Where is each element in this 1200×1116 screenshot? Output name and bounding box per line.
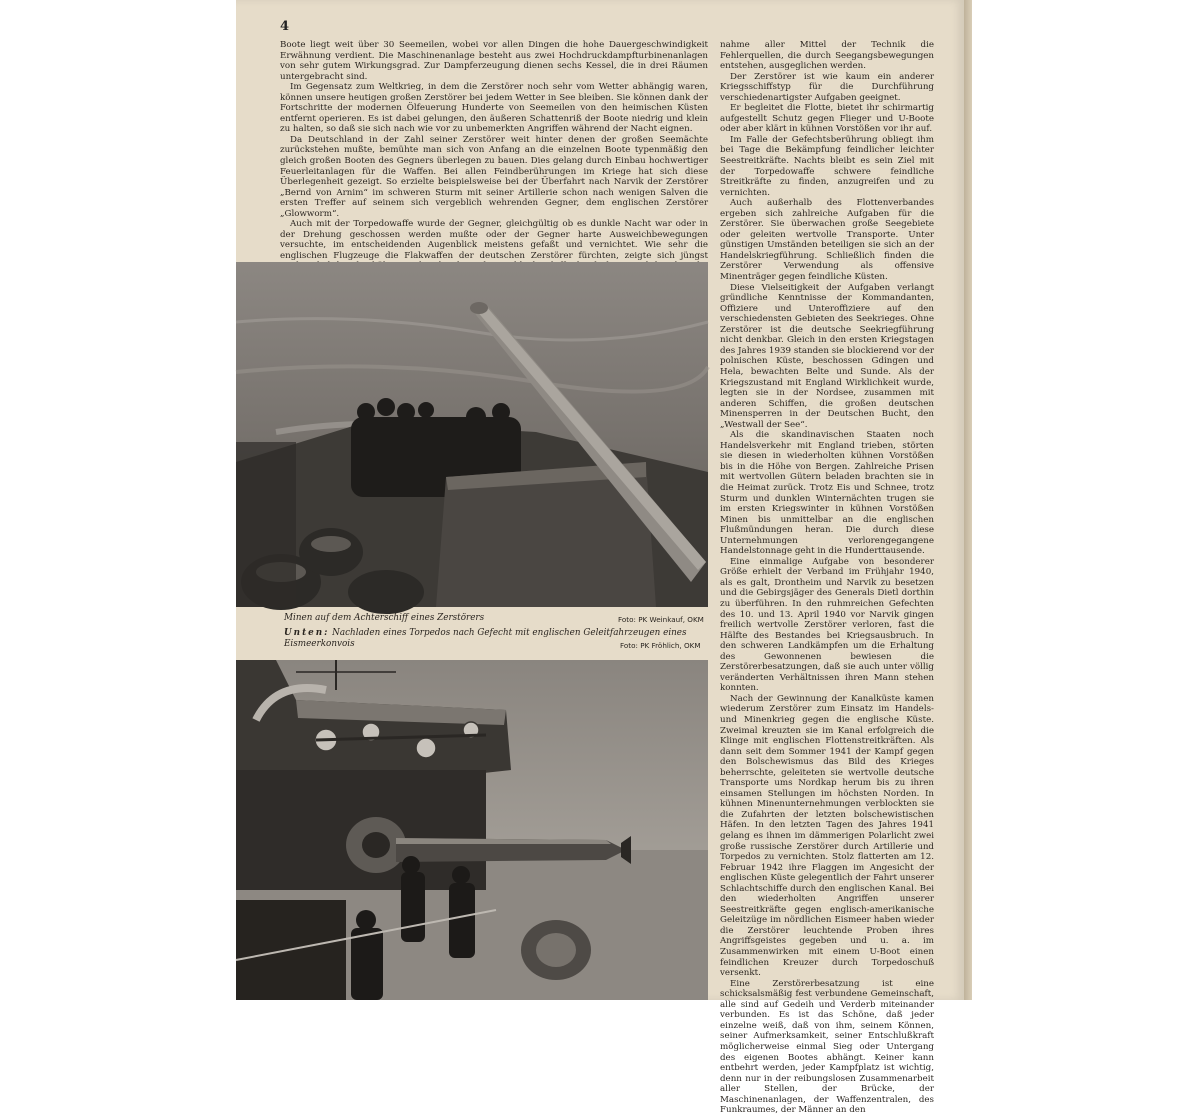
article-paragraph: Eine Zerstörerbesatzung ist eine schicksalsmäßig fest verbundene Gemeinschaft, alle sind auf Gedeih und Verderb miteinander verbunden. Es ist das Schöne, daß jeder einzelne weiß, daß von ihm, seinem Können, seiner Aufmerksamkeit, seiner Entschlußkraft möglicherweise einmal Sieg oder Untergang des eigenen Bootes abhängt. Keiner kann entbehrt werden, jeder Kampfplatz ist wichtig, denn nur in der reibungslosen Zusammenarbeit aller Stellen, der Brücke, der Maschinenanlagen, der Waffenzentralen, des Funkraumes, der Männer an den bbox=[720, 978, 934, 1116]
photo-bottom-caption-lead: Unten: bbox=[284, 628, 330, 638]
page-number: 4 bbox=[280, 19, 290, 34]
article-paragraph: Auch mit der Torpedowaffe wurde der Gegner, gleichgültig ob es dunkle Nacht war oder in der Drehung geschossen werden mußte oder der Gegner harte Ausweichbewegungen versuchte, im entscheidenden Augenblick meistens gefaßt und vernichtet. Wie sehr die englischen Flugzeuge die Flakwaffen der deutschen Zerstörer fürchten, zeigte sich jüngst bbox=[280, 219, 708, 261]
photo-bottom-caption-text: Nachladen eines Torpedos nach Gefecht mit englischen Geleitfahrzeugen eines Eismeerkonvois bbox=[284, 628, 687, 649]
article-paragraph: Eine einmalige Aufgabe von besonderer Größe erhielt der Verband im Frühjahr 1940, als es galt, Drontheim und Narvik zu besetzen und die Gebirgsjäger des Generals Dietl dorthin zu überführen. In den ruhmreichen Gefechten des 10. und 13. April 1940 vor Narvik gingen freilich wertvolle Zerstörer verloren, fast die Hälfte des Bestandes bei Kriegsausbruch. In den schweren Landkämpfen um die Erhaltung des Gewonnenen bewiesen die Zerstörerbesatzungen, daß sie auch unter völlig veränderten Verhältnissen ihren Mann stehen konnten. bbox=[720, 556, 934, 694]
article-paragraph: Auch außerhalb des Flottenverbandes ergeben sich zahlreiche Aufgaben für die Zerstörer. Sie überwachen große Seegebiete oder geleiten wertvolle Transporte. Unter günstigen Umständen beteiligen sie sich an der Handelskriegführung. Schließlich finden die Zerstörer Verwendung als offensive Minenträger gegen feindliche Küsten. bbox=[720, 198, 934, 283]
article-paragraph: Der Zerstörer ist wie kaum ein anderer Kriegsschiffstyp für die Durchführung verschiedenartigster Aufgaben geeignet. bbox=[720, 71, 934, 103]
article-paragraph: Im Gegensatz zum Weltkrieg, in dem die Zerstörer noch sehr vom Wetter abhängig waren, können unsere heutigen großen Zerstörer bei jedem Wetter in See bleiben. Sie können dank der Fortschritte der modernen Ölfeuerung Hunderte von Seemeilen von den heimischen Küsten entfernt operieren. Es ist dabei gelungen, den äußeren Schattenriß der Boote niedrig und klein zu halten, so daß sie sich nach wie vor zu unbemerkten Angriffen während der Nacht eignen. bbox=[280, 82, 708, 135]
photo-mines-image bbox=[236, 262, 708, 607]
article-paragraph: nahme aller Mittel der Technik die Fehlerquellen, die durch Seegangsbewegungen entstehen, ausgeglichen werden. bbox=[720, 40, 934, 72]
article-paragraph: Boote liegt weit über 30 Seemeilen, wobei vor allen Dingen die hohe Dauergeschwindigkeit Erwähnung verdient. Die Maschinenanlage besteht aus zwei Hochdruckdampfturbinenanlagen von sehr gutem Wirkungsgrad. Zur Dampferzeugung dienen sechs Kessel, die in drei Räumen untergebracht sind. bbox=[280, 40, 708, 82]
photo-top-credit: Foto: PK Weinkauf, OKM bbox=[618, 615, 704, 624]
article-paragraph: Als die skandinavischen Staaten noch Handelsverkehr mit England trieben, störten sie diesen in wiederholten kühnen Vorstößen bis in die Höhe von Bergen. Zahlreiche Prisen mit wertvollen Gütern beladen brachten sie in die Heimat zurück. Trotz Eis und Schnee, trotz Sturm und dunklen Winternächten trugen sie im ersten Kriegswinter in kühnen Vorstößen Minen bis unmittelbar an die englischen Flußmündungen heran. Die durch diese Unternehmungen verlorengegangene Handelstonnage geht in die Hunderttausende. bbox=[720, 430, 934, 557]
article-paragraph: Er begleitet die Flotte, bietet ihr schirmartig aufgestellt Schutz gegen Flieger und U-Boote oder aber klärt in kühnen Vorstößen vor ihr auf. bbox=[720, 103, 934, 135]
photo-torpedo-image bbox=[236, 660, 708, 1000]
article-paragraph: Nach der Gewinnung der Kanalküste kamen wiederum Zerstörer zum Einsatz im Handels- und Minenkrieg gegen die englische Küste. Zweimal kreuzten sie im Kanal erfolgreich die Klinge mit englischen Flottenstreitkräften. Als dann seit dem Sommer 1941 der Kampf gegen den Bolschewismus das Bild des Krieges beherrschte, geleiteten sie wertvolle deutsche Transporte ums Nordkap herum bis zu ihren einsamen Stellungen im höchsten Norden. In kühnen Minenunternehmungen verblockten sie die Zufahrten der letzten bolschewistischen Häfen. In den letzten Tagen des Jahres 1941 gelang es ihnen im dämmerigen Polarlicht zwei große russische Zerstörer durch Artillerie und Torpedos zu vernichten. Stolz flatterten am 12. Februar 1942 ihre Flaggen im Angesicht der englischen Küste gelegentlich der Fahrt unserer Schlachtschiffe durch den englischen Kanal. Bei den wiederholten Angriffen unserer Seestreitkräfte gegen englisch-amerikanische Geleitzüge im nördlichen Eismeer haben wieder die Zerstörer leuchtende Proben ihres Angriffsgeistes gegeben und u. a. im Zusammenwirken mit einem U-Boot einen feindlichen Kreuzer durch Torpedoschuß versenkt. bbox=[720, 693, 934, 979]
photo-mines-on-stern bbox=[236, 262, 708, 607]
article-paragraph: Da Deutschland in der Zahl seiner Zerstörer weit hinter denen der großen Seemächte zurückstehen mußte, bemühte man sich von Anfang an die einzelnen Boote typenmäßig den gleich großen Booten des Gegners überlegen zu bauen. Dies gelang durch Einbau hochwertiger Feuerleitanlagen für die Waffen. Bei allen Feindberührungen im Kriege hat sich diese Überlegenheit gezeigt. So erzielte beispielsweise bei der Überfahrt nach Narvik der Zerstörer „Bernd von Arnim“ im schweren Sturm mit seiner Artillerie schon nach wenigen Salven die ersten Treffer auf seinem sich vergeblich wehrenden Gegner, dem englischen Zerstörer „Glowworm“. bbox=[280, 134, 708, 219]
photo-bottom-credit: Foto: PK Fröhlich, OKM bbox=[620, 641, 701, 650]
photo-top-caption: Minen auf dem Achterschiff eines Zerstörers bbox=[284, 613, 485, 623]
magazine-page bbox=[236, 0, 964, 1116]
article-paragraph: Diese Vielseitigkeit der Aufgaben verlangt gründliche Kenntnisse der Kommandanten, Offiziere und Unteroffiziere auf den verschiedensten Gebieten des Seekrieges. Ohne Zerstörer ist die deutsche Seekriegführung nicht denkbar. Gleich in den ersten Kriegstagen des Jahres 1939 standen sie blockierend vor der polnischen Küste, beschossen Gdingen und Hela, bewachten Belte und Sunde. Als der Kriegszustand mit England Wirklichkeit wurde, legten sie in der Nordsee, zusammen mit anderen Schiffen, die großen deutschen Minensperren in der Deutschen Bucht, den „Westwall der See“. bbox=[720, 282, 934, 430]
article-paragraph: Im Falle der Gefechtsberührung obliegt ihm bei Tage die Bekämpfung feindlicher leichter Seestreitkräfte. Nachts bleibt es sein Ziel mit der Torpedowaffe schwere feindliche Streitkräfte zu finden, anzugreifen und zu vernichten. bbox=[720, 134, 934, 198]
page-spine-edge bbox=[964, 0, 972, 1000]
photo-torpedo-reloading bbox=[236, 660, 708, 1000]
article-right-column bbox=[720, 40, 934, 1116]
article-top-column bbox=[280, 40, 708, 293]
